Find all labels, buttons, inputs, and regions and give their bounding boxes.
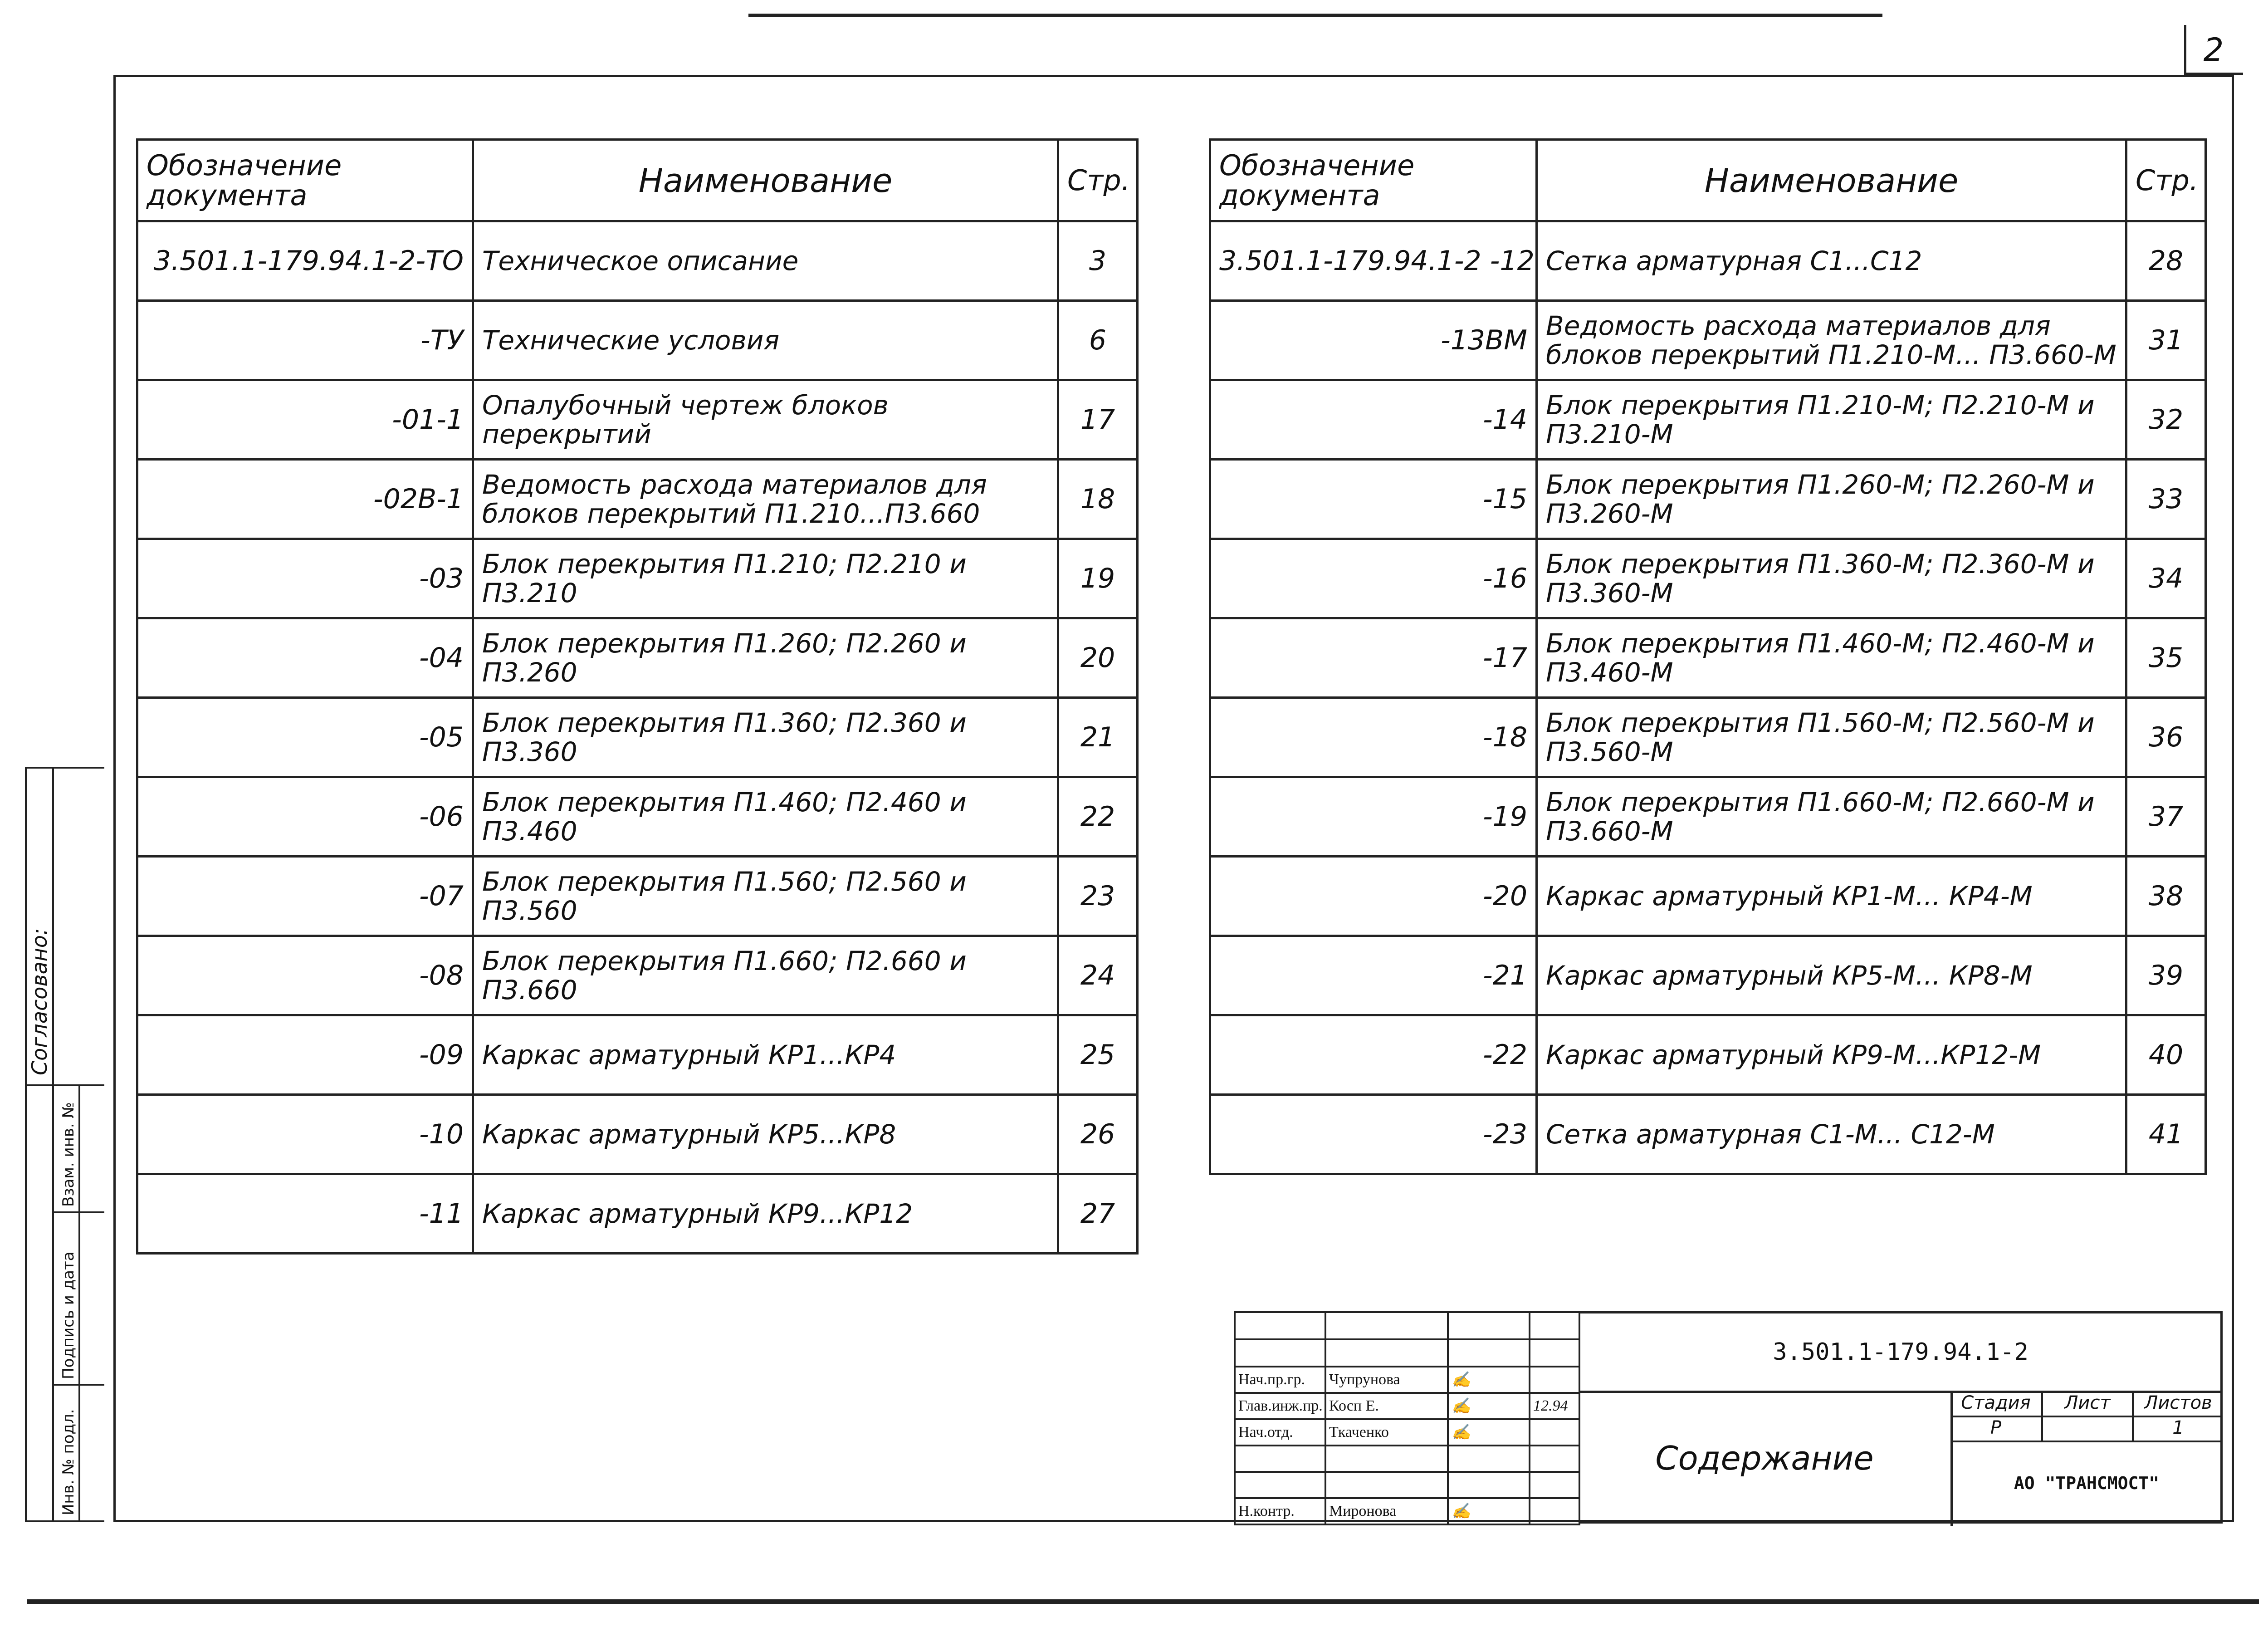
strip-label-signature: Подпись и дата — [59, 1251, 78, 1379]
row-code: -ТУ — [137, 301, 473, 380]
row-name: Блок перекрытия П1.260; П2.260 и П3.260 — [473, 618, 1058, 698]
table-row — [1210, 221, 2206, 301]
table-row — [1210, 618, 2206, 698]
table-row — [137, 380, 1138, 460]
row-code: 3.501.1-179.94.1-2-ТО — [137, 221, 473, 301]
row-page: 34 — [2126, 539, 2206, 618]
stage-value-row — [1950, 1416, 2223, 1441]
signature-row — [1235, 1419, 1579, 1446]
signature-row — [1235, 1393, 1579, 1419]
row-code: -03 — [137, 539, 473, 618]
row-name: Блок перекрытия П1.360; П2.360 и П3.360 — [473, 698, 1058, 777]
bottom-border-line — [27, 1599, 2259, 1604]
table-row — [1210, 936, 2206, 1015]
table-row — [137, 857, 1138, 936]
row-page: 23 — [1058, 857, 1138, 936]
row-name: Опалубочный чертеж блоков перекрытий — [473, 380, 1058, 460]
row-name: Каркас арматурный КР5-М... КР8-М — [1537, 936, 2126, 1015]
header-designation: Обозначение документа — [137, 140, 473, 221]
row-code: -07 — [137, 857, 473, 936]
header-page: Стр. — [1058, 140, 1138, 221]
row-code: -02В-1 — [137, 460, 473, 539]
row-name: Каркас арматурный КР1...КР4 — [473, 1015, 1058, 1095]
sheet-value: 1 — [2132, 1416, 2223, 1441]
sheet-label: Лист — [2041, 1391, 2132, 1416]
table-row — [1210, 777, 2206, 857]
row-page: 26 — [1058, 1095, 1138, 1174]
document-title: Содержание — [1655, 1439, 1874, 1477]
row-page: 25 — [1058, 1015, 1138, 1095]
row-code: -16 — [1210, 539, 1537, 618]
row-code: -04 — [137, 618, 473, 698]
stage-header-row — [1950, 1391, 2223, 1416]
row-code: -01-1 — [137, 380, 473, 460]
header-name: Наименование — [1537, 140, 2126, 221]
row-name: Каркас арматурный КР9-М...КР12-М — [1537, 1015, 2126, 1095]
approved-label: Согласовано: — [27, 928, 52, 1075]
role: Н.контр. — [1235, 1498, 1325, 1524]
table-header-row — [137, 140, 1138, 221]
strip-label-replaced: Взам. инв. № — [59, 1102, 78, 1207]
row-code: -09 — [137, 1015, 473, 1095]
row-name: Сетка арматурная С1-М... С12-М — [1537, 1095, 2126, 1174]
row-code: -19 — [1210, 777, 1537, 857]
sheet-value-cell — [2041, 1416, 2132, 1441]
person-name: Ткаченко — [1325, 1419, 1448, 1446]
page-number: 2 — [2203, 31, 2224, 69]
row-code: -14 — [1210, 380, 1537, 460]
company-name: АО "ТРАНСМОСТ" — [2014, 1473, 2160, 1493]
signature-mark: ✍ — [1448, 1393, 1530, 1419]
row-name: Каркас арматурный КР9...КР12 — [473, 1174, 1058, 1254]
row-page: 17 — [1058, 380, 1138, 460]
table-header-row — [1210, 140, 2206, 221]
title-block — [1579, 1311, 2223, 1524]
table-row — [1210, 460, 2206, 539]
row-code: -21 — [1210, 936, 1537, 1015]
header-designation: Обозначение документа — [1210, 140, 1537, 221]
table-row — [1210, 857, 2206, 936]
doc-code: 3.501.1-179.94.1-2 — [1773, 1338, 2028, 1366]
row-name: Блок перекрытия П1.460; П2.460 и П3.460 — [473, 777, 1058, 857]
row-code: -06 — [137, 777, 473, 857]
row-code: -20 — [1210, 857, 1537, 936]
row-name: Каркас арматурный КР5...КР8 — [473, 1095, 1058, 1174]
role: Нач.пр.гр. — [1235, 1367, 1325, 1393]
signature-mark: ✍ — [1448, 1367, 1530, 1393]
signature-mark: ✍ — [1448, 1419, 1530, 1446]
row-page: 3 — [1058, 221, 1138, 301]
table-row — [137, 1015, 1138, 1095]
person-name: Чупрунова — [1325, 1367, 1448, 1393]
table-row — [1210, 539, 2206, 618]
row-name: Технические условия — [473, 301, 1058, 380]
row-name: Блок перекрытия П1.560; П2.560 и П3.560 — [473, 857, 1058, 936]
signature-mark: ✍ — [1448, 1498, 1530, 1524]
strip-divider — [78, 1084, 80, 1522]
row-code: -05 — [137, 698, 473, 777]
row-code: -17 — [1210, 618, 1537, 698]
row-page: 33 — [2126, 460, 2206, 539]
stage-label: Стадия — [1961, 1392, 2031, 1413]
row-name: Блок перекрытия П1.660-М; П2.660-М и П3.660-М — [1537, 777, 2126, 857]
row-page: 6 — [1058, 301, 1138, 380]
top-border-line — [748, 14, 1882, 17]
row-name: Ведомость расхода материалов для блоков перекрытий П1.210...П3.660 — [473, 460, 1058, 539]
table-row — [137, 460, 1138, 539]
strip-divider — [52, 1384, 104, 1386]
stage-value: Р — [1990, 1417, 2002, 1438]
row-code: 3.501.1-179.94.1-2 -12 — [1210, 221, 1537, 301]
row-name: Блок перекрытия П1.210; П2.210 и П3.210 — [473, 539, 1058, 618]
strip-divider — [25, 1084, 104, 1086]
row-page: 27 — [1058, 1174, 1138, 1254]
row-code: -08 — [137, 936, 473, 1015]
person-name: Косп Е. — [1325, 1393, 1448, 1419]
row-page: 41 — [2126, 1095, 2206, 1174]
row-page: 39 — [2126, 936, 2206, 1015]
row-name: Блок перекрытия П1.210-М; П2.210-М и П3.210-М — [1537, 380, 2126, 460]
strip-label-inv: Инв. № подл. — [59, 1409, 78, 1515]
row-code: -10 — [137, 1095, 473, 1174]
person-name: Миронова — [1325, 1498, 1448, 1524]
table-row — [137, 1095, 1138, 1174]
row-name: Блок перекрытия П1.560-М; П2.560-М и П3.560-М — [1537, 698, 2126, 777]
signature-row — [1235, 1367, 1579, 1393]
row-page: 40 — [2126, 1015, 2206, 1095]
row-name: Техническое описание — [473, 221, 1058, 301]
sheets-label: Листов — [2132, 1391, 2223, 1416]
row-name: Блок перекрытия П1.360-М; П2.360-М и П3.360-М — [1537, 539, 2126, 618]
row-page: 38 — [2126, 857, 2206, 936]
table-row — [1210, 698, 2206, 777]
row-page: 22 — [1058, 777, 1138, 857]
strip-divider — [52, 1211, 104, 1213]
sign-date: 12.94 — [1530, 1393, 1579, 1419]
table-row — [1210, 1095, 2206, 1174]
table-row — [137, 698, 1138, 777]
table-row — [1210, 301, 2206, 380]
approval-strip — [25, 767, 104, 1522]
signature-row — [1235, 1498, 1579, 1524]
table-row — [137, 777, 1138, 857]
row-page: 36 — [2126, 698, 2206, 777]
header-name: Наименование — [473, 140, 1058, 221]
signature-grid — [1234, 1311, 1580, 1525]
table-row — [137, 618, 1138, 698]
table-row — [137, 539, 1138, 618]
table-row — [137, 936, 1138, 1015]
table-row — [137, 221, 1138, 301]
header-page: Стр. — [2126, 140, 2206, 221]
role: Нач.отд. — [1235, 1419, 1325, 1446]
left-contents-table — [136, 138, 1139, 1255]
row-name: Блок перекрытия П1.660; П2.660 и П3.660 — [473, 936, 1058, 1015]
row-page: 24 — [1058, 936, 1138, 1015]
row-name: Блок перекрытия П1.260-М; П2.260-М и П3.260-М — [1537, 460, 2126, 539]
row-page: 32 — [2126, 380, 2206, 460]
table-row — [137, 301, 1138, 380]
row-code: -18 — [1210, 698, 1537, 777]
row-name: Каркас арматурный КР1-М... КР4-М — [1537, 857, 2126, 936]
row-page: 20 — [1058, 618, 1138, 698]
row-code: -11 — [137, 1174, 473, 1254]
row-page: 21 — [1058, 698, 1138, 777]
row-page: 28 — [2126, 221, 2206, 301]
row-page: 18 — [1058, 460, 1138, 539]
row-name: Сетка арматурная С1...С12 — [1537, 221, 2126, 301]
row-page: 37 — [2126, 777, 2206, 857]
row-name: Блок перекрытия П1.460-М; П2.460-М и П3.460-М — [1537, 618, 2126, 698]
row-page: 35 — [2126, 618, 2206, 698]
role: Глав.инж.пр. — [1235, 1393, 1325, 1419]
row-code: -15 — [1210, 460, 1537, 539]
row-code: -23 — [1210, 1095, 1537, 1174]
table-row — [1210, 380, 2206, 460]
row-page: 31 — [2126, 301, 2206, 380]
row-name: Ведомость расхода материалов для блоков перекрытий П1.210-М... П3.660-М — [1537, 301, 2126, 380]
row-code: -22 — [1210, 1015, 1537, 1095]
table-row — [137, 1174, 1138, 1254]
table-row — [1210, 1015, 2206, 1095]
row-page: 19 — [1058, 539, 1138, 618]
strip-divider — [52, 767, 54, 1522]
right-contents-table — [1209, 138, 2207, 1175]
row-code: -13ВМ — [1210, 301, 1537, 380]
